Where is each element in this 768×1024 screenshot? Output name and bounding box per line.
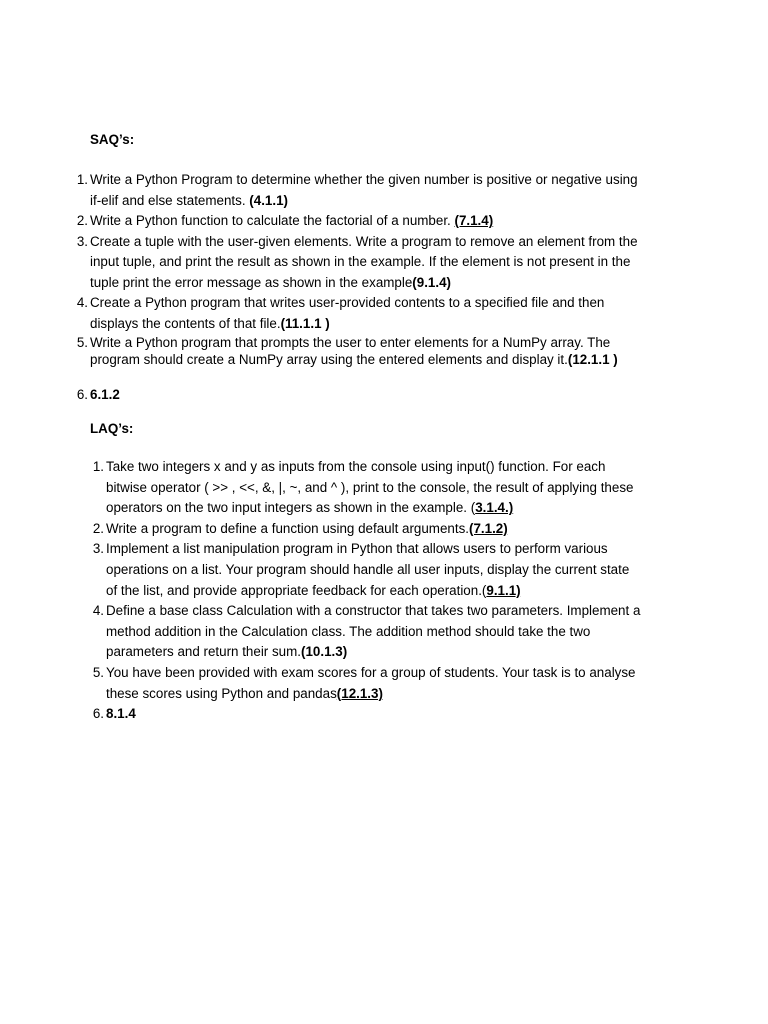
saq-item-ref: (12.1.1 ) xyxy=(567,352,618,367)
list-number: 1. xyxy=(76,172,88,187)
laq-item-text: operators on the two input integers as shown in the example. ( xyxy=(106,500,476,516)
list-number: 5. xyxy=(92,664,104,680)
saq-item-ref: (7.1.4) xyxy=(454,213,494,228)
list-number: 6. xyxy=(76,387,88,402)
laq-item-ref: 8.1.4 xyxy=(106,706,136,722)
saq-item-text: displays the contents of that file. xyxy=(90,315,281,331)
saq-item-text: if-elif and else statements. xyxy=(90,192,250,208)
list-number: 6. xyxy=(92,706,104,722)
laq-item-text: these scores using Python and pandas xyxy=(106,685,337,701)
laq-item xyxy=(92,601,676,663)
saq-item-text: Create a tuple with the user-given elements. Write a program to remove an element from the xyxy=(90,233,638,249)
saq-item-text: Create a Python program that writes user-provided contents to a specified file and then xyxy=(90,295,605,310)
saq-list xyxy=(76,170,670,406)
list-number: 2. xyxy=(76,213,88,228)
saq-item xyxy=(76,334,670,368)
laq-item xyxy=(92,663,676,704)
laq-item-text: operations on a list. Your program should handle all user inputs, display the current state xyxy=(106,561,630,577)
laq-item-text: Write a program to define a function using default arguments. xyxy=(106,520,469,536)
saq-item-ref: 6.1.2 xyxy=(90,387,120,402)
laq-item xyxy=(92,457,676,519)
saq-item-text: tuple print the error message as shown in the example xyxy=(90,274,413,290)
saq-item xyxy=(76,293,670,334)
laq-item-text: of the list, and provide appropriate feedback for each operation.( xyxy=(106,582,487,598)
saq-item-text: Write a Python Program to determine whether the given number is positive or negative using xyxy=(90,172,638,187)
laq-item xyxy=(92,519,676,540)
list-number: 2. xyxy=(92,520,104,536)
list-number: 3. xyxy=(76,233,88,249)
laq-item-text: parameters and return their sum. xyxy=(106,644,301,660)
laq-item-text: bitwise operator ( >> , <<, &, |, ~, and ^ ), print to the console, the result of applying these xyxy=(106,479,634,495)
saq-item xyxy=(76,232,670,294)
saq-item-ref: (9.1.4) xyxy=(412,274,451,290)
laq-item-ref: 3.1.4.) xyxy=(475,500,514,516)
saq-item xyxy=(76,170,670,211)
laq-item-ref: 9.1.1) xyxy=(486,582,521,598)
laq-item-text: method addition in the Calculation class. The addition method should take the two xyxy=(106,623,591,639)
laq-list xyxy=(92,457,676,725)
laq-item xyxy=(92,704,676,725)
saq-item-text: program should create a NumPy array using the entered elements and display it. xyxy=(90,352,568,367)
list-number: 4. xyxy=(76,295,88,310)
saq-item-text: Write a Python program that prompts the user to enter elements for a NumPy array. The xyxy=(90,335,611,350)
laq-item-text: You have been provided with exam scores for a group of students. Your task is to analyse xyxy=(106,664,636,680)
saq-item-ref: (4.1.1) xyxy=(249,192,288,208)
list-number: 3. xyxy=(92,541,104,557)
saq-item-text: Write a Python function to calculate the factorial of a number. xyxy=(90,213,455,228)
saq-item xyxy=(76,211,670,232)
laq-item-ref: (10.1.3) xyxy=(301,644,348,660)
laq-item xyxy=(92,539,676,601)
list-number: 4. xyxy=(92,603,104,619)
laq-item-ref: (12.1.3) xyxy=(336,685,383,701)
laq-heading: LAQ’s: xyxy=(90,421,134,436)
saq-item xyxy=(76,385,670,406)
saq-item-text: input tuple, and print the result as shown in the example. If the element is not present in the xyxy=(90,254,631,269)
laq-item-text: Take two integers x and y as inputs from the console using input() function. For each xyxy=(106,459,606,474)
laq-item-text: Implement a list manipulation program in Python that allows users to perform various xyxy=(106,541,608,557)
list-number: 5. xyxy=(76,335,88,350)
saq-item-ref: (11.1.1 ) xyxy=(280,315,330,331)
saq-heading: SAQ’s: xyxy=(90,132,135,147)
laq-item-ref: (7.1.2) xyxy=(469,520,508,536)
list-number: 1. xyxy=(92,459,104,474)
laq-item-text: Define a base class Calculation with a constructor that takes two parameters. Implement a xyxy=(106,603,641,619)
